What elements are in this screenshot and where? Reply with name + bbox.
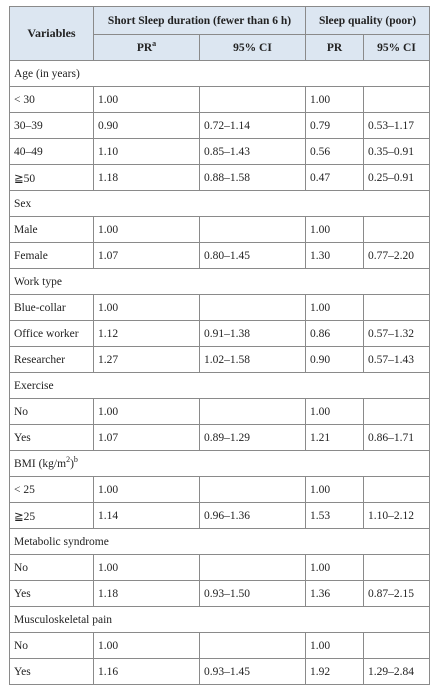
- cell-ci1: [200, 399, 306, 425]
- cell-ci2: 0.86–1.71: [364, 425, 430, 451]
- table-row: [10, 165, 430, 191]
- cell-pr2: 0.47: [306, 165, 364, 191]
- table-row: [10, 217, 430, 243]
- cell-label: Female: [10, 243, 94, 269]
- table-row: [10, 659, 430, 685]
- cell-pr2: 1.36: [306, 581, 364, 607]
- table-row: [10, 113, 430, 139]
- section-title: [10, 61, 430, 87]
- table-row: [10, 139, 430, 165]
- cell-label: Blue-collar: [10, 295, 94, 321]
- cell-label: Office worker: [10, 321, 94, 347]
- cell-ci2: [364, 477, 430, 503]
- prevalence-ratio-table: [9, 6, 430, 685]
- table-row: [10, 243, 430, 269]
- cell-label: ≧25: [10, 503, 94, 529]
- cell-ci1: [200, 295, 306, 321]
- section-row: [10, 451, 430, 477]
- cell-ci2: [364, 295, 430, 321]
- cell-label: 40–49: [10, 139, 94, 165]
- table-header: [10, 7, 430, 61]
- table-row: [10, 87, 430, 113]
- table-row: [10, 477, 430, 503]
- cell-pr1: 1.00: [94, 633, 200, 659]
- pr-header-short-sleep: [94, 35, 200, 61]
- cell-pr1: 1.00: [94, 87, 200, 113]
- section-title-text: Exercise: [14, 379, 54, 392]
- cell-label: Researcher: [10, 347, 94, 373]
- short-sleep-group-header: Short Sleep duration (fewer than 6 h): [94, 7, 306, 35]
- section-title: [10, 529, 430, 555]
- cell-ci2: 0.35–0.91: [364, 139, 430, 165]
- cell-pr1: 1.00: [94, 555, 200, 581]
- table-row: [10, 503, 430, 529]
- ci-header-sleep-quality: 95% CI: [364, 35, 430, 61]
- cell-ci1: 0.91–1.38: [200, 321, 306, 347]
- cell-ci2: 0.77–2.20: [364, 243, 430, 269]
- variables-header: Variables: [10, 7, 94, 61]
- cell-pr1: 1.12: [94, 321, 200, 347]
- cell-ci2: 0.57–1.43: [364, 347, 430, 373]
- section-title-text: Musculoskeletal pain: [14, 613, 113, 626]
- cell-pr1: 1.18: [94, 581, 200, 607]
- cell-label: Male: [10, 217, 94, 243]
- ci-header-short-sleep: 95% CI: [200, 35, 306, 61]
- cell-pr2: 1.30: [306, 243, 364, 269]
- cell-pr1: 1.27: [94, 347, 200, 373]
- cell-pr1: 1.07: [94, 425, 200, 451]
- section-row: [10, 61, 430, 87]
- cell-ci2: [364, 633, 430, 659]
- cell-ci1: 0.72–1.14: [200, 113, 306, 139]
- table-row: [10, 581, 430, 607]
- cell-ci1: 0.80–1.45: [200, 243, 306, 269]
- cell-label: No: [10, 633, 94, 659]
- cell-label: ≧50: [10, 165, 94, 191]
- section-title-text: Work type: [14, 275, 62, 288]
- pr-header-sleep-quality: PR: [306, 35, 364, 61]
- table-row: [10, 425, 430, 451]
- cell-pr2: 1.00: [306, 477, 364, 503]
- cell-label: 30–39: [10, 113, 94, 139]
- cell-label: No: [10, 555, 94, 581]
- cell-pr2: 0.79: [306, 113, 364, 139]
- cell-ci1: [200, 477, 306, 503]
- table-row: [10, 399, 430, 425]
- pr-footnote-a: a: [152, 38, 157, 48]
- cell-ci1: 0.85–1.43: [200, 139, 306, 165]
- cell-ci2: [364, 555, 430, 581]
- cell-pr2: 1.00: [306, 555, 364, 581]
- cell-pr1: 1.00: [94, 477, 200, 503]
- cell-label: Yes: [10, 659, 94, 685]
- cell-ci2: [364, 87, 430, 113]
- cell-pr2: 1.21: [306, 425, 364, 451]
- cell-label: < 30: [10, 87, 94, 113]
- cell-pr1: 0.90: [94, 113, 200, 139]
- section-title: [10, 451, 430, 477]
- cell-pr2: 0.56: [306, 139, 364, 165]
- cell-pr2: 1.00: [306, 633, 364, 659]
- section-title: [10, 607, 430, 633]
- cell-pr1: 1.16: [94, 659, 200, 685]
- cell-ci2: 0.25–0.91: [364, 165, 430, 191]
- section-title-text: BMI (kg/m: [14, 457, 67, 470]
- cell-ci2: 0.87–2.15: [364, 581, 430, 607]
- cell-ci1: 0.88–1.58: [200, 165, 306, 191]
- cell-ci2: 0.57–1.32: [364, 321, 430, 347]
- cell-pr1: 1.00: [94, 217, 200, 243]
- table-row: [10, 321, 430, 347]
- cell-ci2: 1.29–2.84: [364, 659, 430, 685]
- cell-ci2: [364, 217, 430, 243]
- unit-superscript: 2: [66, 454, 71, 464]
- cell-pr2: 1.00: [306, 87, 364, 113]
- cell-ci1: 1.02–1.58: [200, 347, 306, 373]
- cell-pr2: 1.00: [306, 295, 364, 321]
- cell-pr1: 1.00: [94, 295, 200, 321]
- cell-ci1: 0.93–1.50: [200, 581, 306, 607]
- cell-ci1: [200, 217, 306, 243]
- cell-ci1: 0.89–1.29: [200, 425, 306, 451]
- section-row: [10, 529, 430, 555]
- cell-pr1: 1.18: [94, 165, 200, 191]
- cell-ci2: 0.53–1.17: [364, 113, 430, 139]
- cell-pr2: 1.00: [306, 217, 364, 243]
- cell-ci1: 0.93–1.45: [200, 659, 306, 685]
- table-row: [10, 295, 430, 321]
- section-row: [10, 191, 430, 217]
- cell-pr1: 1.00: [94, 399, 200, 425]
- cell-label: Yes: [10, 425, 94, 451]
- pr-label: PR: [136, 41, 153, 54]
- cell-pr1: 1.07: [94, 243, 200, 269]
- section-row: [10, 373, 430, 399]
- table-row: [10, 347, 430, 373]
- table-body: [10, 61, 430, 685]
- cell-label: Yes: [10, 581, 94, 607]
- section-title-text: Metabolic syndrome: [14, 535, 109, 548]
- cell-pr2: 0.86: [306, 321, 364, 347]
- cell-pr2: 1.00: [306, 399, 364, 425]
- section-row: [10, 607, 430, 633]
- cell-pr1: 1.14: [94, 503, 200, 529]
- section-title: [10, 191, 430, 217]
- section-row: [10, 269, 430, 295]
- cell-ci1: [200, 87, 306, 113]
- table-row: [10, 633, 430, 659]
- section-title: [10, 269, 430, 295]
- section-title-text: Sex: [14, 197, 32, 210]
- cell-ci1: [200, 633, 306, 659]
- cell-ci2: 1.10–2.12: [364, 503, 430, 529]
- cell-ci1: [200, 555, 306, 581]
- cell-ci2: [364, 399, 430, 425]
- cell-pr2: 1.92: [306, 659, 364, 685]
- section-title-text: Age (in years): [14, 67, 80, 80]
- cell-label: No: [10, 399, 94, 425]
- section-title-end: ): [70, 457, 74, 470]
- cell-pr2: 1.53: [306, 503, 364, 529]
- section-title: [10, 373, 430, 399]
- sleep-quality-group-header: Sleep quality (poor): [306, 7, 430, 35]
- cell-label: < 25: [10, 477, 94, 503]
- footnote-b: b: [73, 454, 78, 464]
- cell-pr1: 1.10: [94, 139, 200, 165]
- cell-ci1: 0.96–1.36: [200, 503, 306, 529]
- cell-pr2: 0.90: [306, 347, 364, 373]
- table-row: [10, 555, 430, 581]
